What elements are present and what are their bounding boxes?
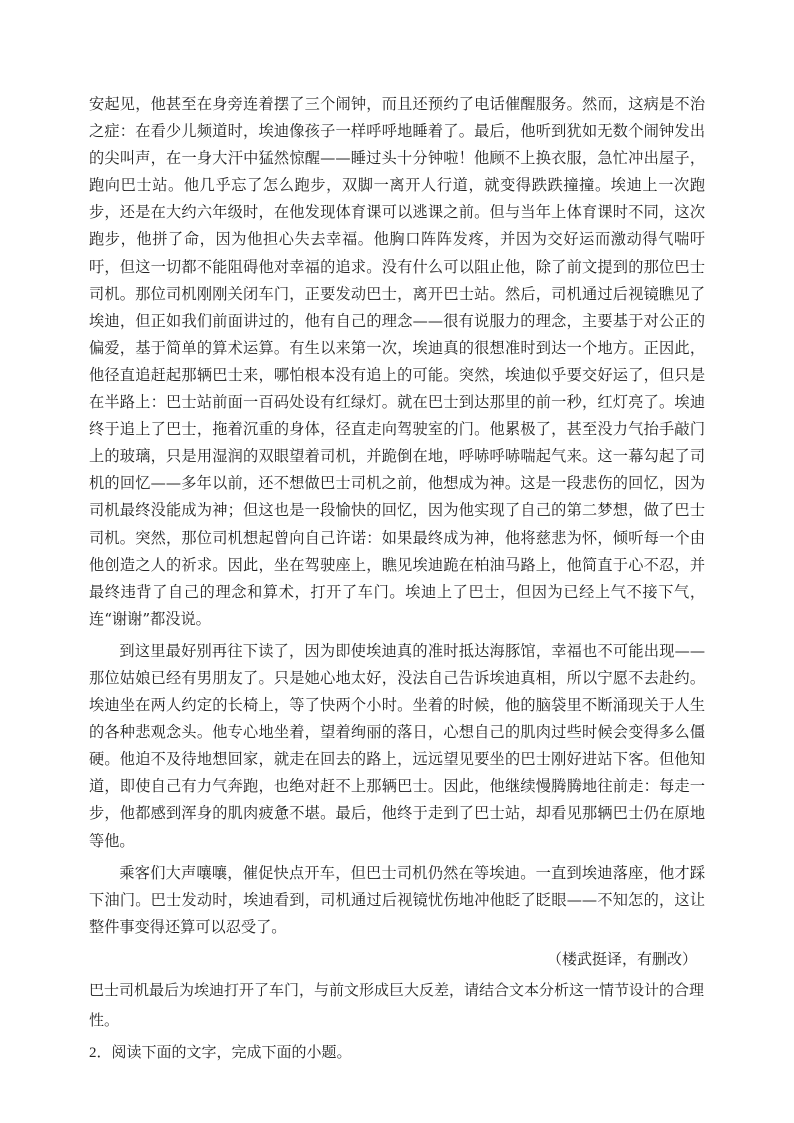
next-item-heading bbox=[89, 1037, 705, 1068]
question-prompt: 巴士司机最后为埃迪打开了车门，与前文形成巨大反差，请结合文本分析这一情节设计的合理性。 bbox=[89, 980, 705, 1029]
story-paragraph-3: 乘客们大声嚷嚷，催促快点开车，但巴士司机仍然在等埃迪。一直到埃迪落座，他才踩下油门。巴士发动时，埃迪看到，司机通过后视镜忧伤地冲他眨了眨眼——不知怎的，这让整件事变得还算可以忍受了。 bbox=[89, 863, 705, 936]
next-item-number: 2． bbox=[89, 1044, 112, 1061]
source-attribution: （楼武挺译，有删改） bbox=[546, 949, 697, 968]
story-paragraph-1: 安起见，他甚至在身旁连着摆了三个闹钟，而且还预约了电话催醒服务。然而，这病是不治之症：在看少儿频道时，埃迪像孩子一样呼呼地睡着了。最后，他听到犹如无数个闹钟发出的尖叫声，在一身大汗中猛然惊醒——睡过头十分钟啦！他顾不上换衣服，急忙冲出屋子，跑向巴士站。他几乎忘了怎么跑步，双脚一离开人行道，就变得跌跌撞撞。埃迪上一次跑步，还是在大约六年级时，在他发现体育课可以逃课之前。但与当年上体育课时不同，这次跑步，他拼了命，因为他担心失去幸福。他胸口阵阵发疼，并因为交好运而激动得气喘吁吁，但这一切都不能阻碍他对幸福的追求。没有什么可以阻止他，除了前文提到的那位巴士司机。那位司机刚刚关闭车门，正要发动巴士，离开巴士站。然后，司机通过后视镜瞧见了埃迪，但正如我们前面讲过的，他有自己的理念——很有说服力的理念，主要基于对公正的偏爱，基于简单的算术运算。有生以来第一次，埃迪真的很想准时到达一个地方。正因此，他径直追赶起那辆巴士来，哪怕根本没有追上的可能。突然，埃迪似乎要交好运了，但只是在半路上：巴士站前面一百码处设有红绿灯。就在巴士到达那里的前一秒，红灯亮了。埃迪终于追上了巴士，拖着沉重的身体，径直走向驾驶室的门。他累极了，甚至没力气抬手敲门上的玻璃，只是用湿润的双眼望着司机，并跪倒在地，呼哧呼哧喘起气来。这一幕勾起了司机的回忆——多年以前，还不想做巴士司机之前，他想成为神。这是一段悲伤的回忆，因为司机最终没能成为神；但这也是一段愉快的回忆，因为他实现了自己的第二梦想，做了巴士司机。突然，那位司机想起曾向自己许诺：如果最终成为神，他将慈悲为怀，倾听每一个由他创造之人的祈求。因此，坐在驾驶座上，瞧见埃迪跪在柏油马路上，他简直于心不忍，并最终违背了自己的理念和算术，打开了车门。埃迪上了巴士，但因为已经上气不接下气，连“谢谢”都没说。 bbox=[89, 95, 705, 628]
story-paragraph-2: 到这里最好别再往下读了，因为即使埃迪真的准时抵达海豚馆，幸福也不可能出现——那位姑娘已经有男朋友了。只是她心地太好，没法自己告诉埃迪真相，所以宁愿不去赴约。埃迪坐在两人约定的长椅上，等了快两个小时。坐着的时候，他的脑袋里不断涌现关于人生的各种悲观念头。他专心地坐着，望着绚丽的落日，心想自己的肌肉过些时候会变得多么僵硬。他迫不及待地想回家，就走在回去的路上，远远望见要坐的巴士刚好进站下客。但他知道，即使自己有力气奔跑，也绝对赶不上那辆巴士。因此，他继续慢腾腾地往前走：每走一步，他都感到浑身的肌肉疲惫不堪。最后，他终于走到了巴士站，却看见那辆巴士仍在原地等他。 bbox=[89, 641, 705, 850]
next-item-instruction: 阅读下面的文字，完成下面的小题。 bbox=[111, 1042, 352, 1061]
document-body bbox=[89, 91, 705, 1068]
